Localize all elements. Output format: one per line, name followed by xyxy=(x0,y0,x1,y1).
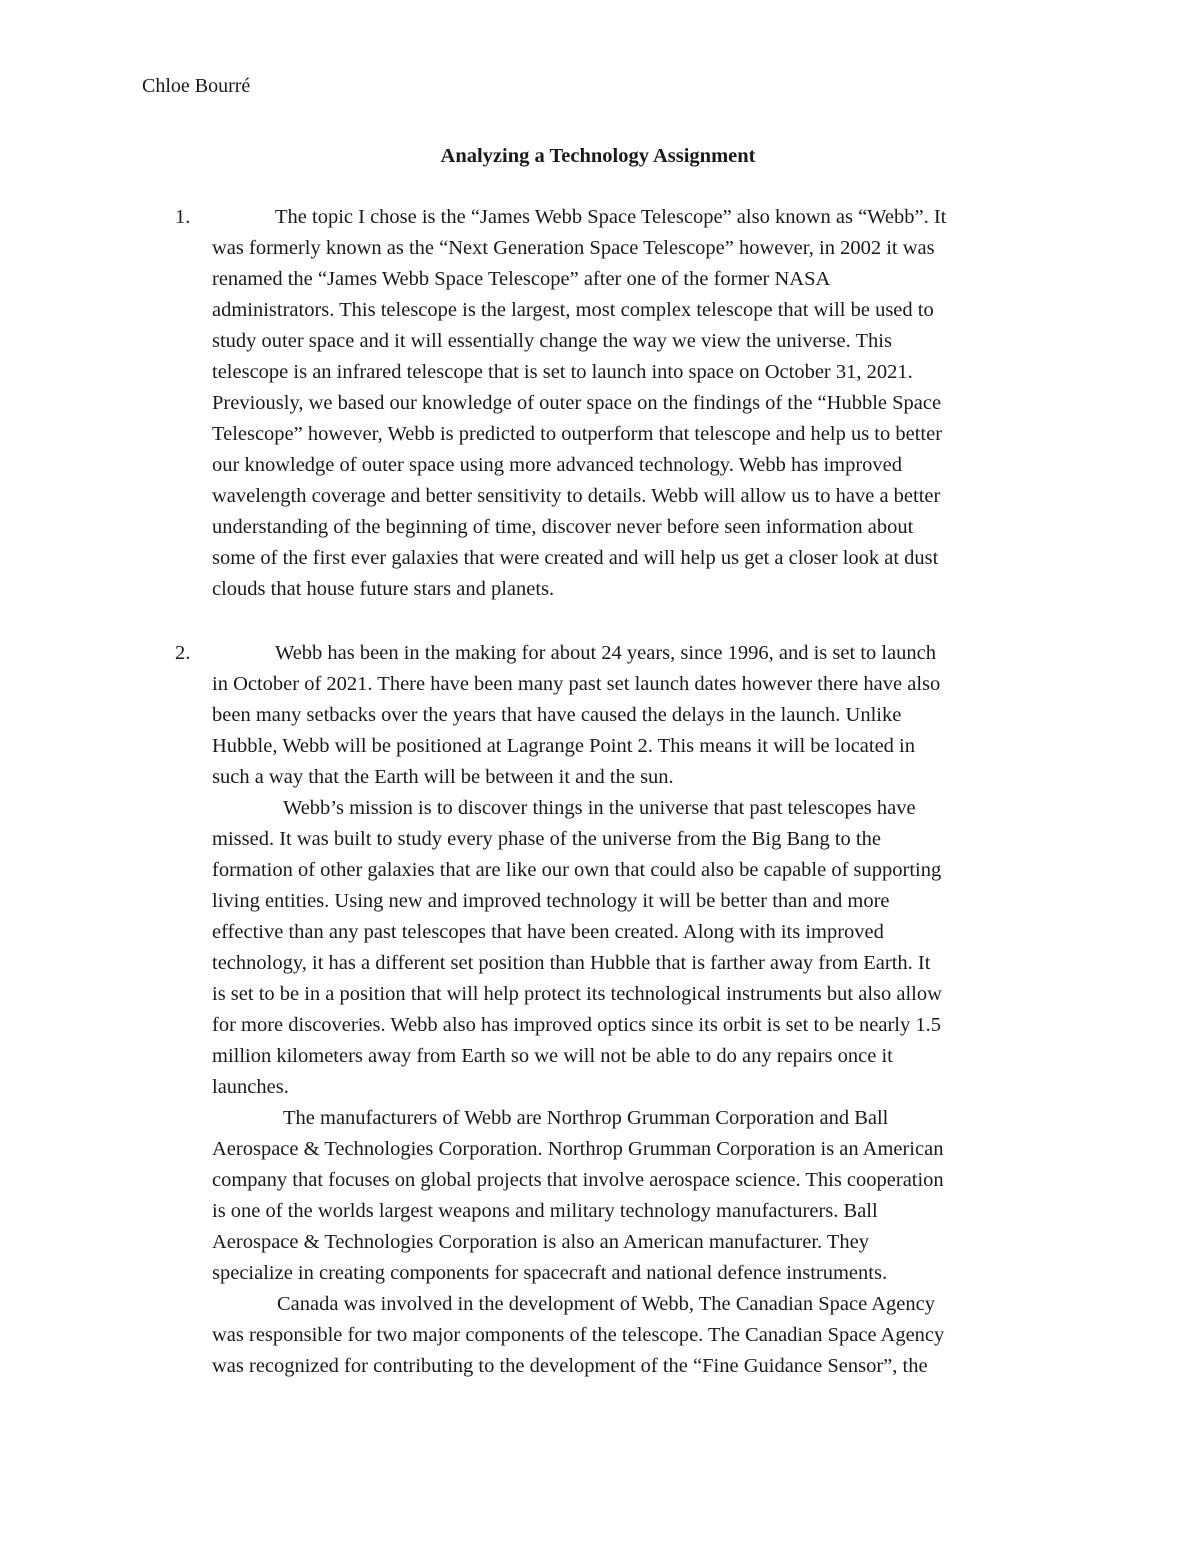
text-line: was responsible for two major components of the telescope. The Canadian Space Agency xyxy=(212,1324,945,1346)
text-line: The topic I chose is the “James Webb Space Telescope” also known as “Webb”. It xyxy=(275,206,947,228)
text-line: company that focuses on global projects that involve aerospace science. This cooperation xyxy=(212,1169,944,1191)
text-line: Telescope” however, Webb is predicted to outperform that telescope and help us to better xyxy=(212,423,943,445)
text-line: clouds that house future stars and planets. xyxy=(212,578,555,600)
text-line: is one of the worlds largest weapons and military technology manufacturers. Ball xyxy=(212,1200,878,1222)
assignment-title: Analyzing a Technology Assignment xyxy=(440,145,756,167)
text-line: Previously, we based our knowledge of outer space on the findings of the “Hubble Space xyxy=(212,392,942,414)
text-line: in October of 2021. There have been many past set launch dates however there have also xyxy=(212,673,941,695)
text-line: study outer space and it will essentially change the way we view the universe. This xyxy=(212,330,892,352)
text-line: technology, it has a different set position than Hubble that is farther away from Earth. It xyxy=(212,952,931,974)
list-number: 1. xyxy=(175,206,191,228)
text-line: Canada was involved in the development of Webb, The Canadian Space Agency xyxy=(277,1293,935,1315)
text-line: formation of other galaxies that are like our own that could also be capable of supporting xyxy=(212,859,942,881)
text-line: million kilometers away from Earth so we will not be able to do any repairs once it xyxy=(212,1045,893,1067)
text-line: such a way that the Earth will be between it and the sun. xyxy=(212,766,674,788)
text-line: launches. xyxy=(212,1076,289,1098)
text-line: understanding of the beginning of time, discover never before seen information about xyxy=(212,516,914,538)
text-line: administrators. This telescope is the largest, most complex telescope that will be used to xyxy=(212,299,934,321)
text-line: renamed the “James Webb Space Telescope” after one of the former NASA xyxy=(212,268,831,290)
text-line: is set to be in a position that will help protect its technological instruments but also allow xyxy=(212,983,942,1005)
author-name: Chloe Bourré xyxy=(142,75,251,97)
text-line: telescope is an infrared telescope that is set to launch into space on October 31, 2021. xyxy=(212,361,913,383)
text-line: Webb’s mission is to discover things in the universe that past telescopes have xyxy=(283,797,916,819)
text-line: specialize in creating components for spacecraft and national defence instruments. xyxy=(212,1262,888,1284)
text-line: Webb has been in the making for about 24 years, since 1996, and is set to launch xyxy=(275,642,937,664)
text-line: Aerospace & Technologies Corporation. Northrop Grumman Corporation is an American xyxy=(212,1138,944,1160)
text-line: some of the first ever galaxies that were created and will help us get a closer look at dust xyxy=(212,547,939,569)
text-line: Hubble, Webb will be positioned at Lagrange Point 2. This means it will be located in xyxy=(212,735,916,757)
text-line: for more discoveries. Webb also has improved optics since its orbit is set to be nearly 1.5 xyxy=(212,1014,941,1036)
text-line: missed. It was built to study every phase of the universe from the Big Bang to the xyxy=(212,828,881,850)
text-line: living entities. Using new and improved technology it will be better than and more xyxy=(212,890,890,912)
text-line: been many setbacks over the years that have caused the delays in the launch. Unlike xyxy=(212,704,902,726)
list-number: 2. xyxy=(175,642,191,664)
text-line: Aerospace & Technologies Corporation is also an American manufacturer. They xyxy=(212,1231,870,1253)
text-line: wavelength coverage and better sensitivity to details. Webb will allow us to have a better xyxy=(212,485,941,507)
text-line: was recognized for contributing to the development of the “Fine Guidance Sensor”, the xyxy=(212,1355,928,1377)
text-line: effective than any past telescopes that have been created. Along with its improved xyxy=(212,921,884,943)
text-line: The manufacturers of Webb are Northrop Grumman Corporation and Ball xyxy=(283,1107,889,1129)
text-line: was formerly known as the “Next Generation Space Telescope” however, in 2002 it was xyxy=(212,237,935,259)
text-line: our knowledge of outer space using more advanced technology. Webb has improved xyxy=(212,454,903,476)
